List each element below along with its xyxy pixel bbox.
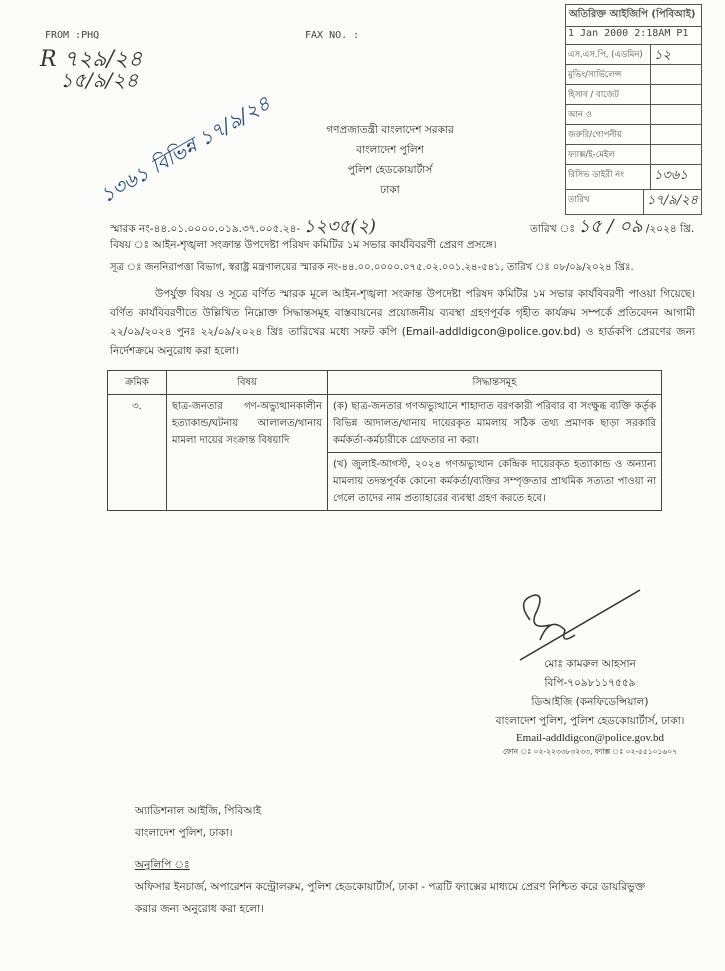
addressee-block — [135, 800, 261, 844]
memo-number-handwritten: ১২৩৫(২) — [303, 216, 377, 237]
letterhead-police: বাংলাদেশ পুলিশ — [356, 144, 424, 156]
stamp-row-value — [651, 65, 701, 84]
memo-date-year: /২০২৪ খ্রি. — [645, 223, 695, 235]
memo-date — [530, 212, 694, 243]
stamp-diary-number: ১৩৬১ — [654, 168, 688, 183]
letterhead-government: গণপ্রজাতন্ত্রী বাংলাদেশ সরকার — [326, 124, 454, 136]
handwritten-diagonal-note: ১৩৬১ বিভিন্ন ১৭/৯/২৪ — [96, 90, 275, 208]
stamp-row-value — [651, 105, 701, 124]
fax-number: FAX NO. : — [305, 30, 360, 41]
body-paragraph: উপর্যুক্ত বিষয় ও সূত্রে বর্ণিত স্মারক মূলে আইন-শৃঙ্খলা সংক্রান্ত উপদেষ্টা পরিষদ কমিটির ১ম সভার কার্যবিবরণী পাওয়া গিয়েছে। বর্ণিত কার্যবিবরণীতে উল্লিখিত নিম্নোক্ত সিদ্ধান্তসমূহ বাস্তবায়নের প্রয়োজনীয় ব্যবস্থা গ্রহণপূর্বক গৃহীত কার্যক্রম সম্পর্কে প্রতিবেদন আগামী ২২/০৯/২০২৪ পুনঃ ২২/০৯/২০২৪ খ্রিঃ তারিখের মধ্যে সফট কপি (Email-addldigcon@police.gov.bd) ও হার্ডকপি প্রেরণের জন্য নির্দেশক্রমে অনুরোধ করা হলো। — [110, 288, 695, 357]
header-serial: ক্রমিক — [108, 371, 167, 395]
header-decisions: সিদ্ধান্তসমূহ — [328, 371, 662, 395]
signatory-designation: ডিআইজি (কনফিডেন্সিয়াল) — [531, 696, 649, 708]
signatory-name: মোঃ কামরুল আহসান — [544, 658, 636, 670]
stamp-row-value — [651, 125, 701, 144]
fax-timestamp: 1 Jan 2000 2:18AM P1 — [566, 27, 701, 45]
stamp-row-label: আন ও — [566, 105, 651, 124]
signatory-office: বাংলাদেশ পুলিশ, পুলিশ হেডকোয়ার্টার্স, ঢাকা। — [495, 715, 685, 727]
stamp-row-label: মুভিং/সার্ভিলেন্স — [566, 65, 651, 84]
table-header-row — [108, 371, 662, 395]
stamp-row-value: ১২ — [654, 48, 671, 63]
addressee-office: বাংলাদেশ পুলিশ, ঢাকা। — [135, 827, 233, 839]
copy-label: অনুলিপি ঃ — [135, 859, 190, 871]
cell-decision: (খ) জুলাই-আগস্ট, ২০২৪ গণঅভ্যুত্থান কেন্দ্রিক দায়েরকৃত হত্যাকান্ড ও অন্যান্য মামলায় তদন্তপূর্বক কোনো কর্মকর্তা/ব্যক্তির সম্পৃক্ততার প্রাথমিক সত্যতা পাওয়া না গেলে তাদের নাম প্রত্যাহারের ব্যবস্থা গ্রহণ করতে হবে। — [328, 453, 662, 511]
stamp-row-label: এস.এস.পি, (এডমিন) — [566, 45, 651, 64]
handwritten-receipt-date: ১৫/৯/২৪ — [60, 68, 139, 92]
stamp-row-label: রিসিভ ডাইরী নং — [566, 165, 651, 189]
cell-topic: ছাত্র-জনতার গণ-অভ্যুত্থানকালীন হত্যাকান্ড/ঘটনায় আলালত/থানায় মামলা দায়ের সংক্রান্ত বিষয়াদি — [167, 395, 328, 511]
copy-text: অফিসার ইনচার্জ, অপারেশন কন্ট্রোলরুম, পুলিশ হেডকোয়ার্টার্স, ঢাকা - পত্রটি ফ্যাক্সের মাধ্যমে প্রেরণ নিশ্চিত করে ডায়রিভুক্ত করার জন্য অনুরোধ করা হলো। — [135, 881, 646, 915]
stamp-title: অতিরিক্ত আইজিপি (পিবিআই) — [566, 5, 701, 27]
stamp-row-label: হিসাব / বাজেট — [566, 85, 651, 104]
signature-block — [440, 655, 725, 758]
memo-number-text: স্মারক নং-৪৪.০১.০০০০.০১৯.৩৭.০০৫.২৪- — [110, 223, 301, 235]
signatory-bp-number: বিপি-৭০৯৮১১৭৫৫৯ — [544, 677, 636, 689]
memo-date-handwritten: ১৫ / ০৯ — [578, 216, 643, 237]
stamp-row-label: জরুরি/গোপনীয় — [566, 125, 651, 144]
receipt-stamp — [565, 4, 702, 215]
reference-line: সূত্র ঃ জননিরাপত্তা বিভাগ, স্বরাষ্ট্র মন্ত্রণালয়ের স্মারক নং-৪৪.০০.০০০০.০৭৫.০২.০০১.২৪-৫৪১, তারিখ ঃ ০৮/০৯/২০২৪ খ্রিঃ. — [110, 262, 634, 273]
memo-date-label: তারিখ ঃ — [530, 223, 575, 235]
header-subject: বিষয় — [167, 371, 328, 395]
stamp-row-label: ফ্যাক্স/ই-মেইল — [566, 145, 651, 164]
cell-serial: ৩. — [108, 395, 167, 511]
stamp-date: ১৭/৯/২৪ — [647, 193, 698, 208]
fax-from: FROM :PHQ — [45, 30, 100, 41]
stamp-row-label: তারিখ — [566, 190, 644, 214]
table-row — [108, 395, 662, 453]
signatory-email: Email-addldigcon@police.gov.bd — [515, 732, 665, 744]
decisions-table — [107, 370, 662, 511]
letterhead-city: ঢাকা — [380, 184, 400, 196]
subject-line: বিষয় ঃ আইন-শৃঙ্খলা সংক্রান্ত উপদেষ্টা পরিষদ কমিটির ১ম সভার কার্যবিবরণী প্রেরণ প্রসঙ্গে। — [110, 239, 497, 251]
handwritten-receipt-number: R ৭২৯/২৪ — [40, 47, 143, 72]
letterhead — [290, 120, 490, 200]
stamp-row-value — [651, 145, 701, 164]
letterhead-hq: পুলিশ হেডকোয়ার্টার্স — [347, 164, 433, 176]
stamp-row-value — [651, 85, 701, 104]
signatory-contact: ফোন ঃ ০২-২২৩৩৮৩২৩৩, ফ্যাক্স ঃ ০২-৫৫১০১৬০৭ — [502, 747, 678, 756]
addressee-title: অ্যাডিশনাল আইজি, পিবিআই — [135, 805, 262, 817]
cell-decision: (ক) ছাত্র-জনতার গণঅভ্যুত্থানে শাহাদাত বরণকারী পরিবার বা সংক্ষুব্ধ ব্যক্তি কর্তৃক বিভিন্ন আদালত/থানায় দায়েরকৃত মামলায় সঠিক তথ্য প্রমাণক ছাড়া সরকারি কর্মকর্তা-কর্মচারীকে গ্রেফতার না করা। — [328, 395, 662, 453]
